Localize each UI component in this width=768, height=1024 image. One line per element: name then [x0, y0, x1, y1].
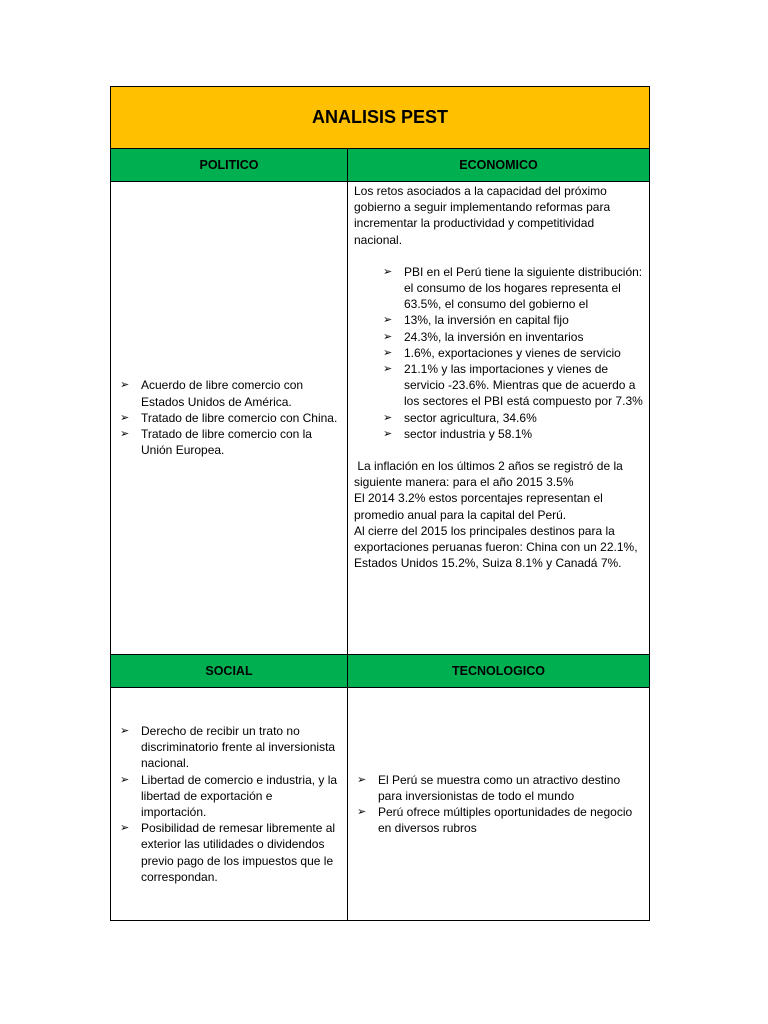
- list-item: ➢ El Perú se muestra como un atractivo destino para inversionistas de todo el mundo: [357, 772, 621, 803]
- list-item: ➢ Derecho de recibir un trato no discriminatorio frente al inversionista nacional.: [120, 723, 336, 771]
- list-item: ➢ 1.6%, exportaciones y vienes de servicio: [383, 345, 621, 360]
- list-item: ➢ Tratado de libre comercio con China.: [120, 410, 338, 425]
- arrow-bullet-icon: ➢: [383, 330, 393, 343]
- list-item: ➢ PBI en el Perú tiene la siguiente distribución: el consumo de los hogares representa el 63.5%, el consumo del gobierno el: [383, 264, 643, 312]
- list-item: ➢ 21.1% y las importaciones y vienes de servicio -23.6%. Mientras que de acuerdo a los sectores el PBI está compuesto por 7.3%: [383, 362, 643, 409]
- list-item: ➢ Libertad de comercio e industria, y la libertad de exportación e importación.: [120, 772, 338, 819]
- arrow-bullet-icon: ➢: [383, 427, 393, 440]
- list-item: ➢ Tratado de libre comercio con la Unión Europea.: [120, 427, 312, 458]
- arrow-bullet-icon: ➢: [383, 314, 393, 327]
- arrow-bullet-icon: ➢: [120, 411, 130, 424]
- list-item: ➢ sector industria y 58.1%: [383, 426, 533, 441]
- economico-intro: Los retos asociados a la capacidad del próximo gobierno a seguir implementando reformas para incrementar la productividad y competitividad nacional.: [354, 184, 611, 247]
- arrow-bullet-icon: ➢: [383, 363, 393, 376]
- economico-exports-text: Al cierre del 2015 los principales destinos para la exportaciones peruanas fueron: China con un 22.1%, Estados Unidos 15.2%, Suiza 8.1% y Canadá 7%.: [354, 523, 638, 571]
- arrow-bullet-icon: ➢: [120, 724, 130, 737]
- economico-cell: [348, 182, 650, 655]
- pest-table: [110, 86, 650, 921]
- page-title: ANALISIS PEST: [111, 87, 650, 149]
- list-item: ➢ Acuerdo de libre comercio con Estados Unidos de América.: [120, 378, 304, 409]
- list-item: ➢ Perú ofrece múltiples oportunidades de negocio en diversos rubros: [357, 805, 633, 836]
- arrow-bullet-icon: ➢: [120, 773, 130, 786]
- header-tecnologico: TECNOLOGICO: [348, 655, 650, 688]
- header-economico: ECONOMICO: [348, 149, 650, 182]
- economico-list: [380, 264, 643, 442]
- list-item: ➢ 24.3%, la inversión en inventarios: [383, 329, 584, 344]
- politico-cell: [111, 182, 348, 655]
- arrow-bullet-icon: ➢: [383, 265, 393, 278]
- list-item: ➢ sector agricultura, 34.6%: [383, 410, 537, 425]
- list-item: ➢ 13%, la inversión en capital fijo: [383, 313, 569, 328]
- arrow-bullet-icon: ➢: [120, 822, 130, 835]
- economico-inflation-text: La inflación en los últimos 2 años se registró de la siguiente manera: para el año 2015 3.5%: [354, 459, 627, 490]
- list-item: ➢ Posibilidad de remesar libremente al exterior las utilidades o dividendos previo pago de los impuestos que le correspondan.: [120, 821, 336, 884]
- social-list: [117, 723, 341, 885]
- header-politico: POLITICO: [111, 149, 348, 182]
- arrow-bullet-icon: ➢: [383, 346, 393, 359]
- arrow-bullet-icon: ➢: [120, 379, 130, 392]
- arrow-bullet-icon: ➢: [383, 411, 393, 424]
- arrow-bullet-icon: ➢: [357, 806, 367, 818]
- economico-inflation-2014-text: El 2014 3.2% estos porcentajes representan el promedio anual para la capital del Perú.: [354, 491, 603, 522]
- tecnologico-cell: [348, 688, 650, 921]
- politico-list: [117, 377, 341, 458]
- social-cell: [111, 688, 348, 921]
- header-social: SOCIAL: [111, 655, 348, 688]
- arrow-bullet-icon: ➢: [120, 428, 130, 441]
- arrow-bullet-icon: ➢: [357, 773, 367, 786]
- tecnologico-list: [354, 772, 643, 837]
